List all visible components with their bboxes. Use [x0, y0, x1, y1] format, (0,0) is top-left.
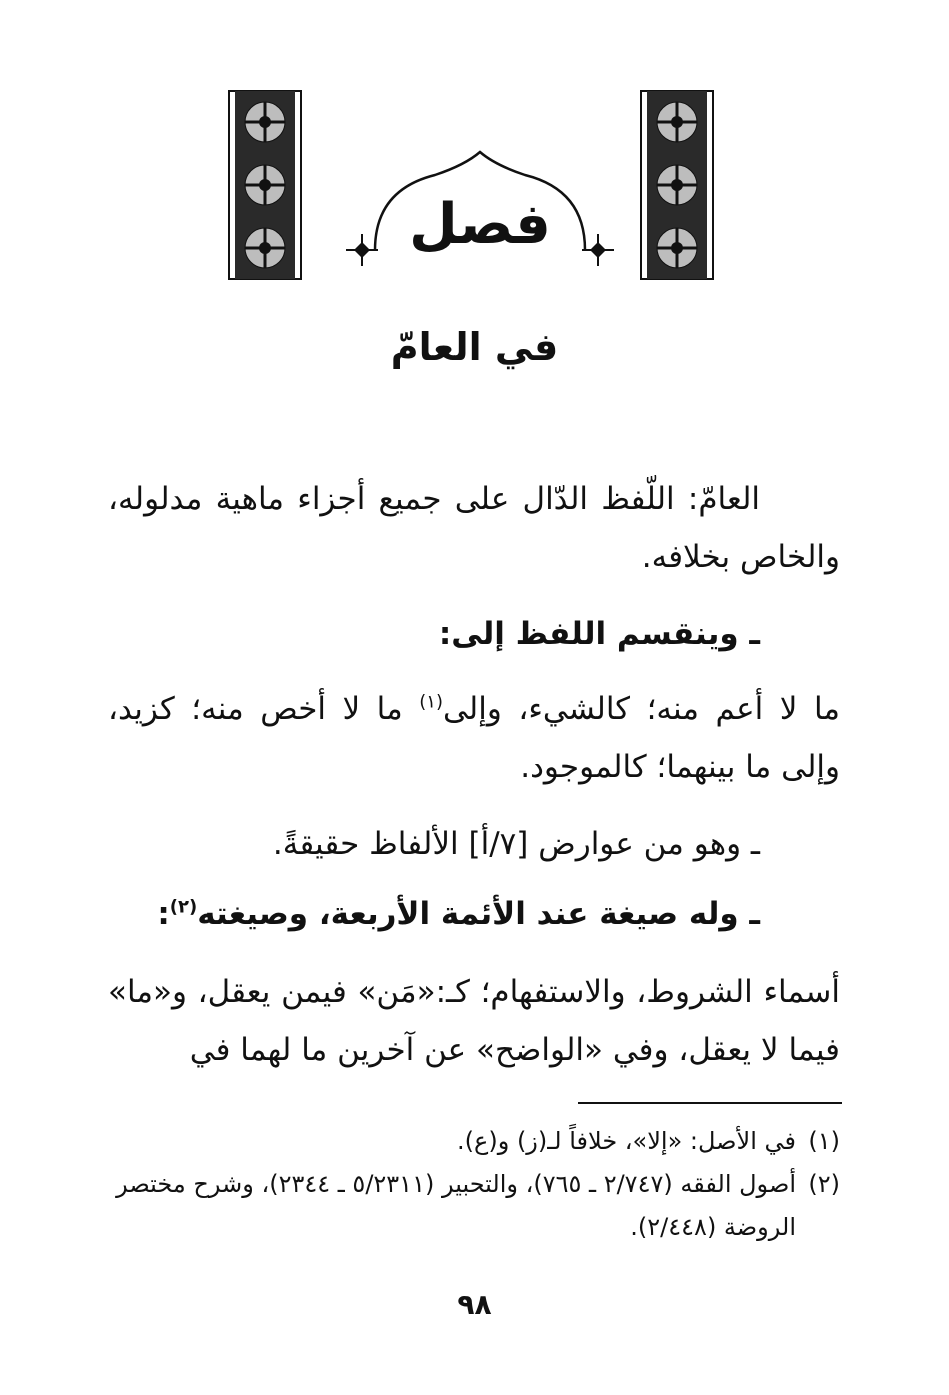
ornament-panel-left-icon: [228, 90, 302, 280]
paragraph-conditions: أسماء الشروط، والاستفهام؛ كـ:«مَن» فيمن يعقل، و«ما» فيما لا يعقل، وفي «الواضح» عن آخرين ما لهما في: [108, 974, 840, 1068]
paragraph-division-part-2: ما لا أخص منه؛ كزيد، وإلى ما بينهما؛ كالموجود.: [108, 691, 840, 785]
footnote-divider: [578, 1102, 842, 1104]
paragraph-division: [108, 680, 840, 796]
paragraph-accidents: ـ وهو من عوارض [٧/أ] الألفاظ حقيقةً.: [272, 826, 760, 862]
paragraph-forms-heading: [108, 885, 840, 943]
footnote-number: (١): [808, 1127, 840, 1155]
footnotes: [108, 1120, 840, 1249]
paragraph-forms-part-1: ـ وله صيغة عند الأئمة الأربعة، وصيغته: [197, 896, 760, 932]
footnote-2: [108, 1163, 840, 1249]
paragraph-division-heading: ـ وينقسم اللفظ إلى:: [438, 616, 760, 652]
chapter-ornament: [0, 80, 949, 290]
paragraph-definition: العامّ: اللّفظ الدّال على جميع أجزاء ماهية مدلوله، والخاص بخلافه.: [108, 481, 840, 575]
footnote-1: [108, 1120, 840, 1163]
chapter-label: فصل: [409, 192, 551, 257]
footnote-number: (٢): [808, 1170, 840, 1198]
footnote-text: في الأصل: «إلا»، خلافاً لـ(ز) و(ع).: [457, 1127, 796, 1155]
ornament-panel-right-icon: [640, 90, 714, 280]
footnote-ref-1: (١): [419, 691, 443, 713]
footnote-text: أصول الفقه (٢/٧٤٧ ـ ٧٦٥)، والتحبير (٥/٢٣١١ ـ ٢٣٤٤)، وشرح مختصر الروضة (٢/٤٤٨).: [116, 1170, 796, 1241]
paragraph-forms-part-2: :: [157, 896, 170, 932]
page-number: ٩٨: [457, 1288, 492, 1321]
section-title: في العامّ: [390, 325, 559, 369]
footnote-ref-2: (٢): [169, 896, 198, 918]
paragraph-division-part-1: ما لا أعم منه؛ كالشيء، وإلى: [442, 691, 840, 727]
